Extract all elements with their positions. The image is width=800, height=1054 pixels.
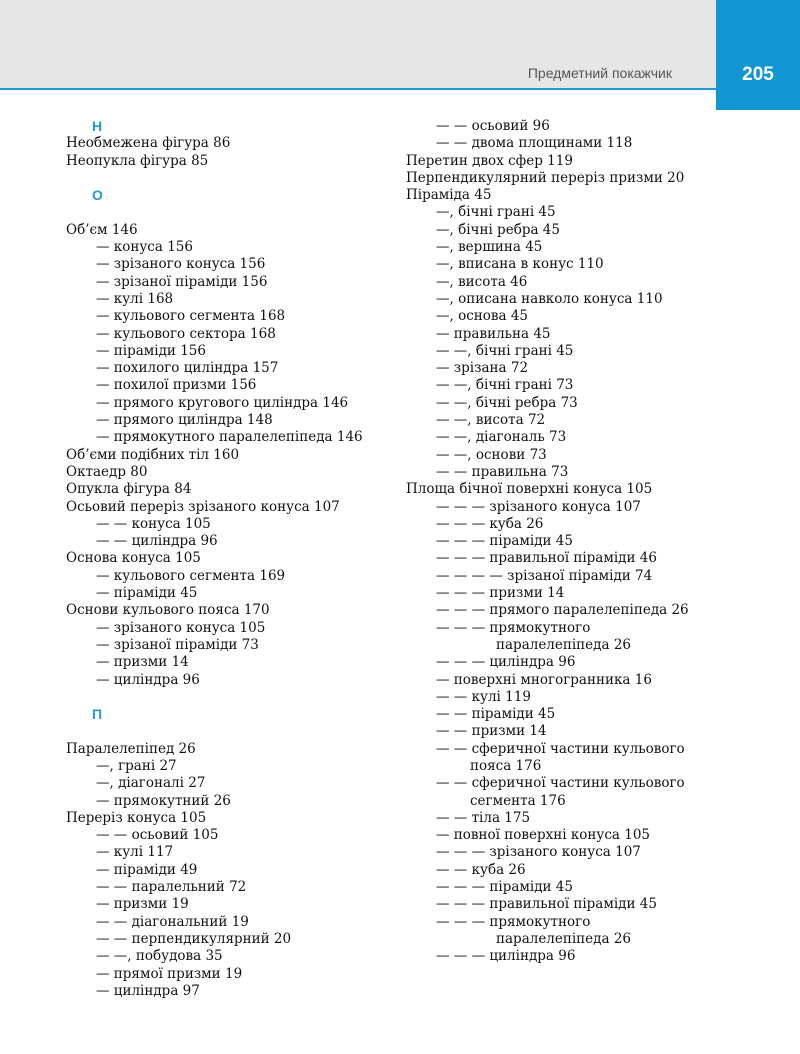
index-subentry: — кульового сектора 168 [96,325,276,342]
index-subentry: — прямокутний 26 [96,792,231,809]
index-subentry: — — осьовий 96 [436,118,550,134]
index-subentry: — — — циліндра 96 [436,948,576,965]
index-subentry: — —, бічні грані 45 [436,342,574,359]
index-subentry: — кульового сегмента 168 [96,308,286,325]
index-subentry: — прямокутного паралелепіпеда 146 [96,429,363,446]
index-entry: Площа бічної поверхні конуса 105 [406,481,653,498]
index-subentry: — — — прямого паралелепіпеда 26 [436,602,689,619]
index-entry: Основи кульового пояса 170 [66,602,270,619]
index-subentry: — — — прямокутного [436,619,591,636]
index-subentry: — циліндра 96 [96,671,200,688]
index-subentry: —, висота 46 [436,273,528,290]
index-letter-heading: П [92,706,103,723]
index-entry: Перетин двох сфер 119 [406,152,573,169]
index-subentry: — правильна 45 [436,325,551,342]
index-subentry: — піраміди 49 [96,861,198,878]
index-entry: Паралелепіпед 26 [66,740,196,757]
index-entry: Основа конуса 105 [66,550,201,567]
index-subentry: — — призми 14 [436,723,547,740]
index-subentry: — повної поверхні конуса 105 [436,827,651,844]
index-subentry: —, бічні грані 45 [436,204,556,221]
index-entry: Опукла фігура 84 [66,481,192,498]
index-subentry: — конуса 156 [96,239,193,256]
spacer [66,204,386,221]
index-subentry: —, діагоналі 27 [96,775,206,792]
index-entry: Об’єми подібних тіл 160 [66,446,240,463]
index-subentry: — — — піраміди 45 [436,533,573,550]
index-subentry: —, вершина 45 [436,239,543,256]
index-subentry: — кулі 168 [96,290,174,307]
index-subentry: — — сферичної частини кульового [436,775,685,792]
index-subentry: —, описана навколо конуса 110 [436,290,663,307]
index-subentry: — —, побудова 35 [96,948,223,965]
index-subentry: — зрізаного конуса 105 [96,619,266,636]
index-subentry: — зрізаної піраміди 156 [96,273,268,290]
index-subentry: — кулі 117 [96,844,174,861]
index-subentry: — поверхні многогранника 16 [436,671,652,688]
index-subentry: — — сферичної частини кульового [436,740,685,757]
index-subentry: — —, основи 73 [436,446,547,463]
index-subentry: — — циліндра 96 [96,533,218,550]
index-subentry: —, грані 27 [96,757,177,774]
index-subentry: — — правильна 73 [436,463,569,480]
page-number-tab [716,0,800,110]
header-rule [0,88,716,90]
index-subentry: — призми 14 [96,654,189,671]
spacer [66,689,386,706]
index-subentry: — — піраміди 45 [436,706,556,723]
index-entry: Переріз конуса 105 [66,809,207,826]
index-subentry: — — діагональний 19 [96,913,249,930]
index-subentry: — прямої призми 19 [96,965,243,982]
index-subentry: —, вписана в конус 110 [436,256,604,273]
index-subentry: — — двома площинами 118 [436,135,633,152]
index-subentry: паралелепіпеда 26 [496,636,631,653]
index-subentry: — — осьовий 105 [96,827,219,844]
index-subentry: — — — куба 26 [436,515,544,532]
index-subentry: — призми 19 [96,896,189,913]
index-subentry: — зрізана 72 [436,360,529,377]
index-subentry: — циліндра 97 [96,982,200,999]
index-entry: Необмежена фігура 86 [66,135,231,152]
index-entry: Об’єм 146 [66,221,138,238]
index-subentry: — — — правильної піраміди 46 [436,550,657,567]
index-entry: Неопукла фігура 85 [66,152,209,169]
index-subentry: — прямого кругового циліндра 146 [96,394,349,411]
index-subentry: — прямого циліндра 148 [96,412,273,429]
spacer [66,170,386,187]
index-subentry: — — куба 26 [436,861,526,878]
index-subentry: — — — зрізаного конуса 107 [436,844,641,861]
index-entry: Перпендикулярний переріз призми 20 [406,169,685,186]
index-subentry: —, бічні ребра 45 [436,221,560,238]
index-subentry: — зрізаної піраміди 73 [96,636,259,653]
index-subentry: сегмента 176 [470,792,566,809]
index-subentry: — зрізаного конуса 156 [96,256,266,273]
index-subentry: —, основа 45 [436,308,529,325]
index-subentry: — похилої призми 156 [96,377,257,394]
page-number: 205 [742,64,774,85]
section-title: Предметний покажчик [527,65,672,81]
index-column-right [406,118,716,966]
index-subentry: — —, висота 72 [436,412,546,429]
index-subentry: — —, діагональ 73 [436,429,567,446]
index-subentry: — — перпендикулярний 20 [96,930,292,947]
index-subentry: — — — піраміди 45 [436,879,573,896]
index-subentry: — — — правильної піраміди 45 [436,896,657,913]
index-subentry: — — — призми 14 [436,585,565,602]
index-entry: Осьовий переріз зрізаного конуса 107 [66,498,340,515]
index-subentry: — — кулі 119 [436,688,531,705]
spacer [66,723,386,740]
index-subentry: — — — циліндра 96 [436,654,576,671]
index-subentry: — похилого циліндра 157 [96,360,279,377]
index-subentry: — — тіла 175 [436,809,531,826]
index-subentry: — піраміди 45 [96,585,198,602]
index-letter-heading: Н [92,118,103,134]
index-column-left [66,118,386,1000]
index-subentry: — кульового сегмента 169 [96,567,286,584]
index-subentry: — піраміди 156 [96,342,206,359]
index-subentry: паралелепіпеда 26 [496,930,631,947]
index-subentry: — — — прямокутного [436,913,591,930]
index-subentry: — — паралельний 72 [96,879,247,896]
index-letter-heading: О [92,187,103,204]
index-subentry: — —, бічні грані 73 [436,377,574,394]
index-subentry: пояса 176 [470,757,542,774]
index-subentry: — — — — зрізаної піраміди 74 [436,567,653,584]
index-subentry: — —, бічні ребра 73 [436,394,578,411]
index-subentry: — — конуса 105 [96,515,211,532]
index-entry: Піраміда 45 [406,187,492,204]
index-entry: Октаедр 80 [66,463,148,480]
index-subentry: — — — зрізаного конуса 107 [436,498,641,515]
